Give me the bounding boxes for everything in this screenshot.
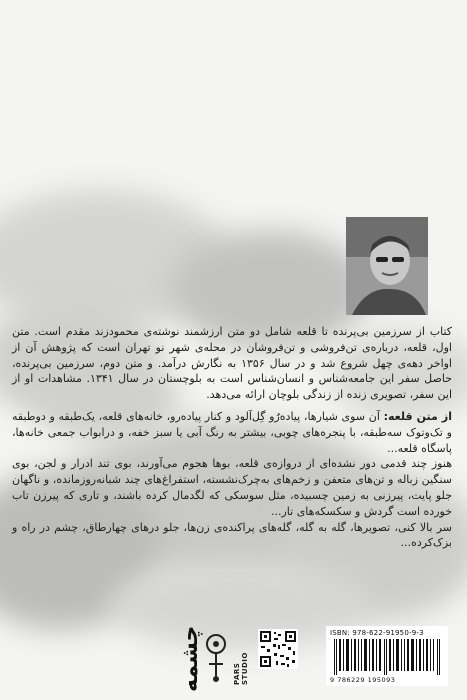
author-photo — [346, 217, 428, 315]
excerpt-text-1: آن سوی شیارها، پیاده‌رُو گِل‌آلود و کنار پیاده‌رو، خانه‌های قلعه، یک‌طبقه و دوطبقه و تک‌وتوک سه‌طبقه، با پنجره‌های چوبی، بیشتر به رنگ آبی یا سبز خفه، و درابواب جمعی خانه‌ها، پاسگاه قلعه... — [12, 410, 452, 455]
excerpt-paragraph-3: سر بالا کنی، تصویرها، گله به گله، گله‌های پراکنده‌ی زن‌ها، جلو درهای چهارطاق، چشم در راه و بزک‌کرده... — [12, 520, 452, 550]
excerpt-lead: از متن قلعه: — [383, 410, 452, 423]
isbn-label: ISBN: 978-622-91950-9-3 — [330, 629, 424, 637]
blurb-intro-text: کتاب از سرزمین بی‌پرنده تا قلعه شامل دو متن ارزشمند نوشته‌ی محمودزند مقدم است. متن اول، قلعه، درباره‌ی تن‌فروشی و تن‌فروشان در محله‌ی شهر نو تهران است که پژوهش آن از اواخر دهه‌ی چهل شروع شد و در سال ۱۳۵۶ به نگارش درآمد. و متن دوم، سرزمین بی‌پرنده، حاصل سفر این جامعه‌شناس و انسان‌شناس است به بلوچستان در سال ۱۳۴۱. مشاهدات او از این سفر، تصویری زنده از زندگی بلوچان ارائه می‌دهد. — [12, 325, 452, 402]
excerpt-paragraph-2: هنوز چند قدمی دور نشده‌ای از دروازه‌ی قلعه، بوها هجوم می‌آورند، بوی تند ادرار و لجن، بوی سنگین زباله و تن‌های متعفن و زخم‌های به‌چرک‌نشسته، استفراغ‌های چند شبانه‌روزمانده، و ناگهان جلو پایت، پیرزنی به زمین چسبیده، مثل سوسکی که لگدمال کرده باشند، و تاری که پیرزن تاب خورده است گردش و سکسکه‌های تار... — [12, 457, 452, 518]
excerpt-paragraph-1 — [12, 409, 452, 456]
studio-label: PARS STUDIO — [233, 652, 249, 685]
publisher-logo: چشمه — [178, 625, 203, 692]
blurb-intro — [12, 324, 452, 403]
excerpt — [12, 409, 452, 551]
qr-code — [258, 629, 298, 669]
publisher-emblem-icon — [205, 632, 227, 684]
barcode — [334, 639, 442, 675]
barcode-number: 9 786229 195093 — [330, 676, 396, 684]
